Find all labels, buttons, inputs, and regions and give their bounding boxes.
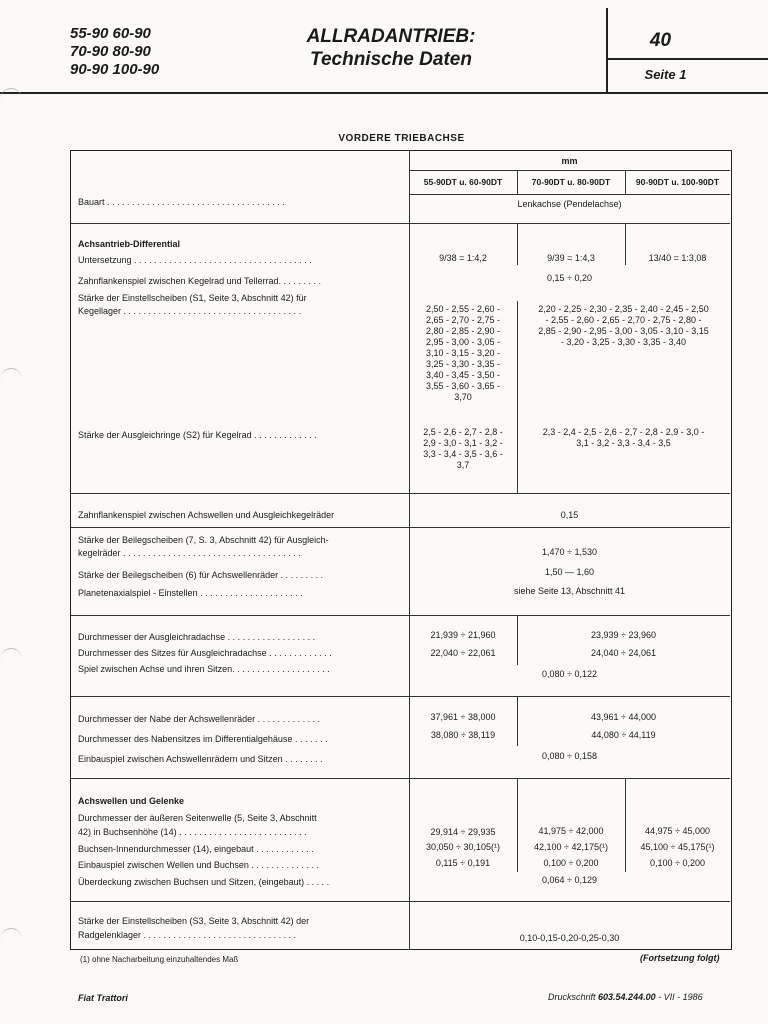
row-label-spiel-achse: Spiel zwischen Achse und ihren Sitzen. . . . . . . . . . . . . . . . . . . .: [78, 664, 330, 674]
value-line: 3,55 - 3,60 - 3,65 -: [425, 381, 501, 391]
label-text: Untersetzung: [78, 255, 132, 265]
row-label-beilegscheiben-6: Stärke der Beilegscheiben (6) für Achswellenräder . . . . . . . . .: [78, 570, 324, 580]
value-s1-col23: [517, 304, 730, 348]
column-header-2: 70-90DT u. 80-90DT: [531, 177, 611, 187]
value-einbauspiel-wellen-3: 0,100 ÷ 0,200: [650, 858, 705, 868]
value-line: 2,80 - 2,85 - 2,90 -: [425, 326, 501, 336]
value-line: 2,65 - 2,70 - 2,75 -: [425, 315, 501, 325]
row-label-bauart: Bauart . . . . . . . . . . . . . . . . . . . . . . . . . . . . . . . . . . . .: [78, 197, 285, 207]
row-label-s3-line1: Stärke der Einstellscheiben (S3, Seite 3, Abschnitt 42) der: [78, 916, 310, 926]
value-einbauspiel-wellen-1: 0,115 ÷ 0,191: [435, 858, 491, 868]
value-s3: 0,10-0,15-0,20-0,25-0,30: [519, 933, 620, 943]
value-seitenwelle-1: 29,914 ÷ 29,935: [430, 827, 496, 837]
row-label-zahnflanken-achswellen: Zahnflankenspiel zwischen Achswellen und Ausgleichkegelräder: [78, 510, 335, 520]
row-divider: [71, 696, 730, 697]
spec-table: [70, 150, 732, 950]
footnote: (1) ohne Nacharbeitung einzuhaltendes Maß: [80, 955, 239, 964]
value-nabensitz-23: 44,080 ÷ 44,119: [591, 730, 656, 740]
value-beilegscheiben-7: 1,470 ÷ 1,530: [542, 547, 597, 557]
print-date: - VII - 1986: [658, 992, 703, 1002]
label-text: Bauart: [78, 197, 105, 207]
row-label-buchsen-innen: Buchsen-Innendurchmesser (14), eingebaut . . . . . . . . . . . .: [78, 844, 314, 854]
row-divider: [71, 493, 730, 494]
value-bauart: Lenkachse (Pendelachse): [517, 199, 622, 209]
row-label-planetenaxialspiel: Planetenaxialspiel - Einstellen . . . . . . . . . . . . . . . . . . . . .: [78, 588, 303, 598]
label-text: 42) in Buchsenhöhe (14): [78, 827, 177, 837]
value-line: 3,7: [456, 460, 470, 470]
heading-achswellen: Achswellen und Gelenke: [78, 796, 185, 806]
row-divider: [71, 615, 730, 616]
label-text: Überdeckung zwischen Buchsen und Sitzen, (eingebaut): [78, 877, 305, 887]
continued-note: (Fortsetzung folgt): [640, 953, 720, 963]
value-line: 2,95 - 3,00 - 3,05 -: [425, 337, 501, 347]
page-title-sub: Technische Daten: [310, 49, 472, 70]
row-divider: [71, 901, 730, 902]
label-text: Spiel zwischen Achse und ihren Sitzen: [78, 664, 233, 674]
label-text: Stärke der Ausgleichringe (S2) für Kegelrad: [78, 430, 252, 440]
value-s2-col1: [409, 427, 517, 471]
value-sitz-ausgleichradachse-1: 22,040 ÷ 22,061: [430, 648, 496, 658]
value-line: 2,85 - 2,90 - 2,95 - 3,00 - 3,05 - 3,10 - 3,15: [538, 326, 709, 336]
value-line: 3,10 - 3,15 - 3,20 -: [425, 348, 501, 358]
label-text: Planetenaxialspiel - Einstellen: [78, 588, 198, 598]
value-s1-col1: [409, 304, 517, 403]
row-divider: [71, 223, 730, 224]
value-buchsen-innen-3: 45,100 ÷ 45,175(¹): [640, 842, 715, 852]
label-text: Kegellager: [78, 306, 122, 316]
row-label-ausgleichradachse: Durchmesser der Ausgleichradachse . . . . . . . . . . . . . . . . . .: [78, 632, 316, 642]
value-ueberdeckung: 0,064 ÷ 0,129: [542, 875, 597, 885]
value-line: 3,1 - 3,2 - 3,3 - 3,4 - 3,5: [576, 438, 671, 448]
value-zahnflanken-achswellen: 0,15: [560, 510, 579, 520]
value-untersetzung-3: 13/40 = 1:3,08: [648, 253, 707, 263]
header-divider-right: [608, 58, 768, 60]
value-planetenaxialspiel: siehe Seite 13, Abschnitt 41: [513, 586, 626, 596]
label-text: Zahnflankenspiel zwischen Kegelrad und Tellerrad.: [78, 276, 281, 286]
section-number: 40: [649, 30, 672, 51]
row-label-einbauspiel-wellen: Einbauspiel zwischen Wellen und Buchsen . . . . . . . . . . . . . .: [78, 860, 319, 870]
value-line: 2,5 - 2,6 - 2,7 - 2,8 -: [423, 427, 503, 437]
value-seitenwelle-2: 41,975 ÷ 42,000: [538, 826, 604, 836]
value-einbauspiel-achswellenraeder: 0,080 ÷ 0,158: [542, 751, 597, 761]
value-line: 3,3 - 3,4 - 3,5 - 3,6 -: [423, 449, 503, 459]
row-divider: [71, 778, 730, 779]
row-divider: [71, 527, 730, 528]
value-buchsen-innen-2: 42,100 ÷ 42,175(¹): [534, 842, 608, 852]
row-label-s3-line2: Radgelenklager . . . . . . . . . . . . . . . . . . . . . . . . . . . . . . .: [78, 930, 297, 940]
value-line: 3,70: [454, 392, 472, 402]
row-label-ueberdeckung: Überdeckung zwischen Buchsen und Sitzen, (eingebaut) . . . . .: [78, 877, 330, 887]
row-label-beilegscheiben-7-line2: kegelräder . . . . . . . . . . . . . . . . . . . . . . . . . . . . . . . . . . . .: [78, 548, 301, 558]
label-text: Durchmesser der Ausgleichradachse: [78, 632, 226, 642]
footer-brand: Fiat Trattori: [78, 993, 128, 1003]
section-title: VORDERE TRIEBACHSE: [338, 133, 465, 144]
unit-label: mm: [561, 156, 578, 166]
value-s2-col23: [517, 427, 730, 449]
label-text: kegelräder: [78, 548, 121, 558]
label-text: Durchmesser des Sitzes für Ausgleichradachse: [78, 648, 267, 658]
binder-hole: [0, 648, 22, 671]
page-title-main: ALLRADANTRIEB:: [306, 26, 476, 47]
heading-achsantrieb: Achsantrieb-Differential: [78, 239, 181, 249]
binder-hole: [0, 88, 22, 111]
value-sitz-ausgleichradachse-23: 24,040 ÷ 24,061: [591, 648, 656, 658]
label-text: Einbauspiel zwischen Achswellenrädern und Sitzen: [78, 754, 283, 764]
value-line: - 2,55 - 2,60 - 2,65 - 2,70 - 2,75 - 2,80 -: [545, 315, 702, 325]
row-label-s1-line2: Kegellager . . . . . . . . . . . . . . . . . . . . . . . . . . . . . . . . . . . .: [78, 306, 302, 316]
page-number: Seite 1: [644, 67, 687, 82]
value-nabe-1: 37,961 ÷ 38,000: [430, 712, 496, 722]
row-label-s2: Stärke der Ausgleichringe (S2) für Kegelrad . . . . . . . . . . . . .: [78, 430, 317, 440]
row-label-beilegscheiben-7-line1: Stärke der Beilegscheiben (7, S. 3, Abschnitt 42) für Ausgleich-: [78, 535, 329, 545]
column-header-3: 90-90DT u. 100-90DT: [635, 177, 720, 187]
value-ausgleichradachse-1: 21,939 ÷ 21,960: [430, 630, 496, 640]
value-nabensitz-1: 38,080 ÷ 38,119: [430, 730, 496, 740]
value-spiel-achse: 0,080 ÷ 0,122: [542, 669, 597, 679]
footer-print-info: [548, 992, 703, 1002]
row-label-s1-line1: Stärke der Einstellscheiben (S1, Seite 3, Abschnitt 42) für: [78, 293, 307, 303]
row-label-seitenwelle-line2: 42) in Buchsenhöhe (14) . . . . . . . . . . . . . . . . . . . . . . . . . .: [78, 827, 307, 837]
model-line-2: 70-90 80-90: [70, 43, 151, 60]
value-line: 2,3 - 2,4 - 2,5 - 2,6 - 2,7 - 2,8 - 2,9 - 3,0 -: [542, 427, 705, 437]
label-text: Durchmesser der Nabe der Achswellenräder: [78, 714, 256, 724]
label-text: Durchmesser des Nabensitzes im Differentialgehäuse: [78, 734, 293, 744]
row-label-sitz-ausgleichradachse: Durchmesser des Sitzes für Ausgleichradachse . . . . . . . . . . . . .: [78, 648, 332, 658]
print-label: Druckschrift: [548, 992, 596, 1002]
header-row-divider: [409, 194, 730, 195]
value-line: - 3,20 - 3,25 - 3,30 - 3,35 - 3,40: [560, 337, 687, 347]
column-header-1: 55-90DT u. 60-90DT: [423, 177, 503, 187]
row-label-untersetzung: Untersetzung . . . . . . . . . . . . . . . . . . . . . . . . . . . . . . . . . . . .: [78, 255, 312, 265]
label-text: Buchsen-Innendurchmesser (14), eingebaut: [78, 844, 254, 854]
header-divider-horizontal: [0, 92, 768, 94]
row-label-zahnflanken-kegel: Zahnflankenspiel zwischen Kegelrad und Tellerrad. . . . . . . . .: [78, 276, 321, 286]
value-untersetzung-1: 9/38 = 1:4,2: [439, 253, 487, 263]
value-beilegscheiben-6: 1,50 — 1,60: [544, 567, 595, 577]
label-text: Einbauspiel zwischen Wellen und Buchsen: [78, 860, 249, 870]
value-seitenwelle-3: 44,975 ÷ 45,000: [645, 826, 710, 836]
binder-hole: [0, 368, 22, 391]
value-nabe-23: 43,961 ÷ 44,000: [591, 712, 656, 722]
row-label-nabensitz: Durchmesser des Nabensitzes im Differentialgehäuse . . . . . . .: [78, 734, 328, 744]
binder-hole: [0, 928, 22, 951]
row-label-einbauspiel-achswellenraeder: Einbauspiel zwischen Achswellenrädern und Sitzen . . . . . . . .: [78, 754, 323, 764]
value-line: 3,25 - 3,30 - 3,35 -: [425, 359, 501, 369]
page-title: [260, 25, 522, 71]
value-line: 2,50 - 2,55 - 2,60 -: [425, 304, 501, 314]
label-text: Radgelenklager: [78, 930, 142, 940]
value-einbauspiel-wellen-2: 0,100 ÷ 0,200: [543, 858, 599, 868]
model-line-1: 55-90 60-90: [70, 25, 151, 42]
value-line: 3,40 - 3,45 - 3,50 -: [425, 370, 501, 380]
value-buchsen-innen-1: 30,050 ÷ 30,105(¹): [426, 842, 500, 852]
model-line-3: 90-90 100-90: [70, 61, 160, 78]
value-zahnflanken-kegel: 0,15 ÷ 0,20: [547, 273, 592, 283]
value-ausgleichradachse-23: 23,939 ÷ 23,960: [591, 630, 656, 640]
value-line: 2,20 - 2,25 - 2,30 - 2,35 - 2,40 - 2,45 - 2,50: [538, 304, 709, 314]
row-label-nabe: Durchmesser der Nabe der Achswellenräder . . . . . . . . . . . . .: [78, 714, 321, 724]
label-text: Stärke der Beilegscheiben (6) für Achswellenräder: [78, 570, 279, 580]
print-number: 603.54.244.00: [598, 992, 656, 1002]
value-untersetzung-2: 9/39 = 1:4,3: [547, 253, 595, 263]
model-list: [70, 25, 159, 79]
row-label-seitenwelle-line1: Durchmesser der äußeren Seitenwelle (5, Seite 3, Abschnitt: [78, 813, 317, 823]
unit-divider: [409, 170, 730, 171]
value-line: 2,9 - 3,0 - 3,1 - 3,2 -: [423, 438, 503, 448]
